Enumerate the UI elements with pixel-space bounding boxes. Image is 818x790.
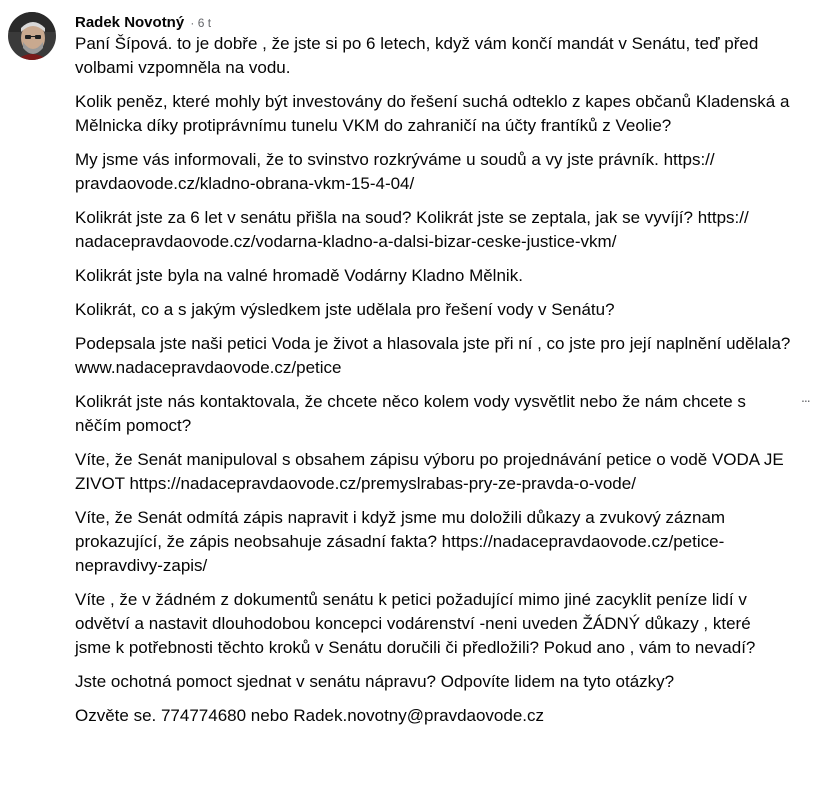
comment-header: [75, 14, 211, 32]
comment-meta: [190, 16, 211, 30]
previous-comment-actions-fragment: [80, 0, 300, 2]
comment-timestamp[interactable]: 6 t: [197, 16, 212, 30]
comment-paragraph: Kolikrát jste byla na valné hromadě Vodárny Kladno Mělnik.: [75, 266, 523, 285]
comment-body: [75, 32, 791, 738]
meta-separator: ·: [190, 16, 195, 30]
comment-paragraph: Kolikrát jste nás kontaktovala, že chcete něco kolem vody vysvětlit nebo že nám chcete s něčím pomoct?: [75, 392, 746, 435]
avatar[interactable]: [8, 12, 56, 60]
comment-paragraph: Paní Šípová. to je dobře , že jste si po 6 letech, když vám končí mandát v Senátu, teď před volbami vzpomněla na vodu.: [75, 34, 759, 77]
comment-paragraph: Víte, že Senát manipuloval s obsahem zápisu výboru po projednávání petice o vodě VODA JE ZIVOT https://nadacepravdaovode.cz/premyslrabas-pry-ze-pravda-o-vode/: [75, 450, 784, 493]
more-options-button[interactable]: [801, 386, 818, 408]
comment-paragraph: Víte , že v žádném z dokumentů senátu k petici požadující mimo jiné zacyklit peníze lidí v odvětví a nastavit dlouhodobou koncepci vodárenství -neni uveden ŽÁDNÝ důkazy , které jsme k potřebnosti těchto kroků v Senátu doručili či předložili? Pokud ano , vám to nevadí?: [75, 590, 756, 657]
comment-paragraph: Víte, že Senát odmítá zápis napravit i když jsme mu doložili důkazy a zvukový záznam prokazující, že zápis neobsahuje zásadní fakta? https://nadacepravdaovode.cz/petice-nepravdivy-zapis/: [75, 508, 726, 575]
comment-paragraph: Ozvěte se. 774774680 nebo Radek.novotny@pravdaovode.cz: [75, 706, 545, 725]
author-photo-icon: [8, 12, 56, 60]
comment-paragraph: Kolik peněz, které mohly být investovány do řešení suchá odteklo z kapes občanů Kladenská a Mělnicka díky protiprávnímu tunelu VKM do zahraničí na účty frantíků z Veolie?: [75, 92, 790, 135]
comment-paragraph: Jste ochotná pomoct sjednat v senátu nápravu? Odpovíte lidem na tyto otázky?: [75, 672, 675, 691]
more-horizontal-icon: ...: [801, 389, 810, 405]
comment-paragraph: Kolikrát jste za 6 let v senátu přišla na soud? Kolikrát jste se zeptala, jak se vyvíjí? https:// nadacepravdaovode.cz/vodarna-kladno-a-dalsi-bizar-ceske-justice-vkm/: [75, 208, 749, 251]
comment-paragraph: Podepsala jste naši petici Voda je život a hlasovala jste při ní , co jste pro její naplnění udělala? www.nadacepravdaovode.cz/petice: [75, 334, 791, 377]
author-name[interactable]: Radek Novotný: [75, 14, 185, 31]
comment-paragraph: Kolikrát, co a s jakým výsledkem jste udělala pro řešení vody v Senátu?: [75, 300, 615, 319]
comment-paragraph: My jsme vás informovali, že to svinstvo rozkrýváme u soudů a vy jste právník. https:// pravdaovode.cz/kladno-obrana-vkm-15-4-04/: [75, 150, 715, 193]
